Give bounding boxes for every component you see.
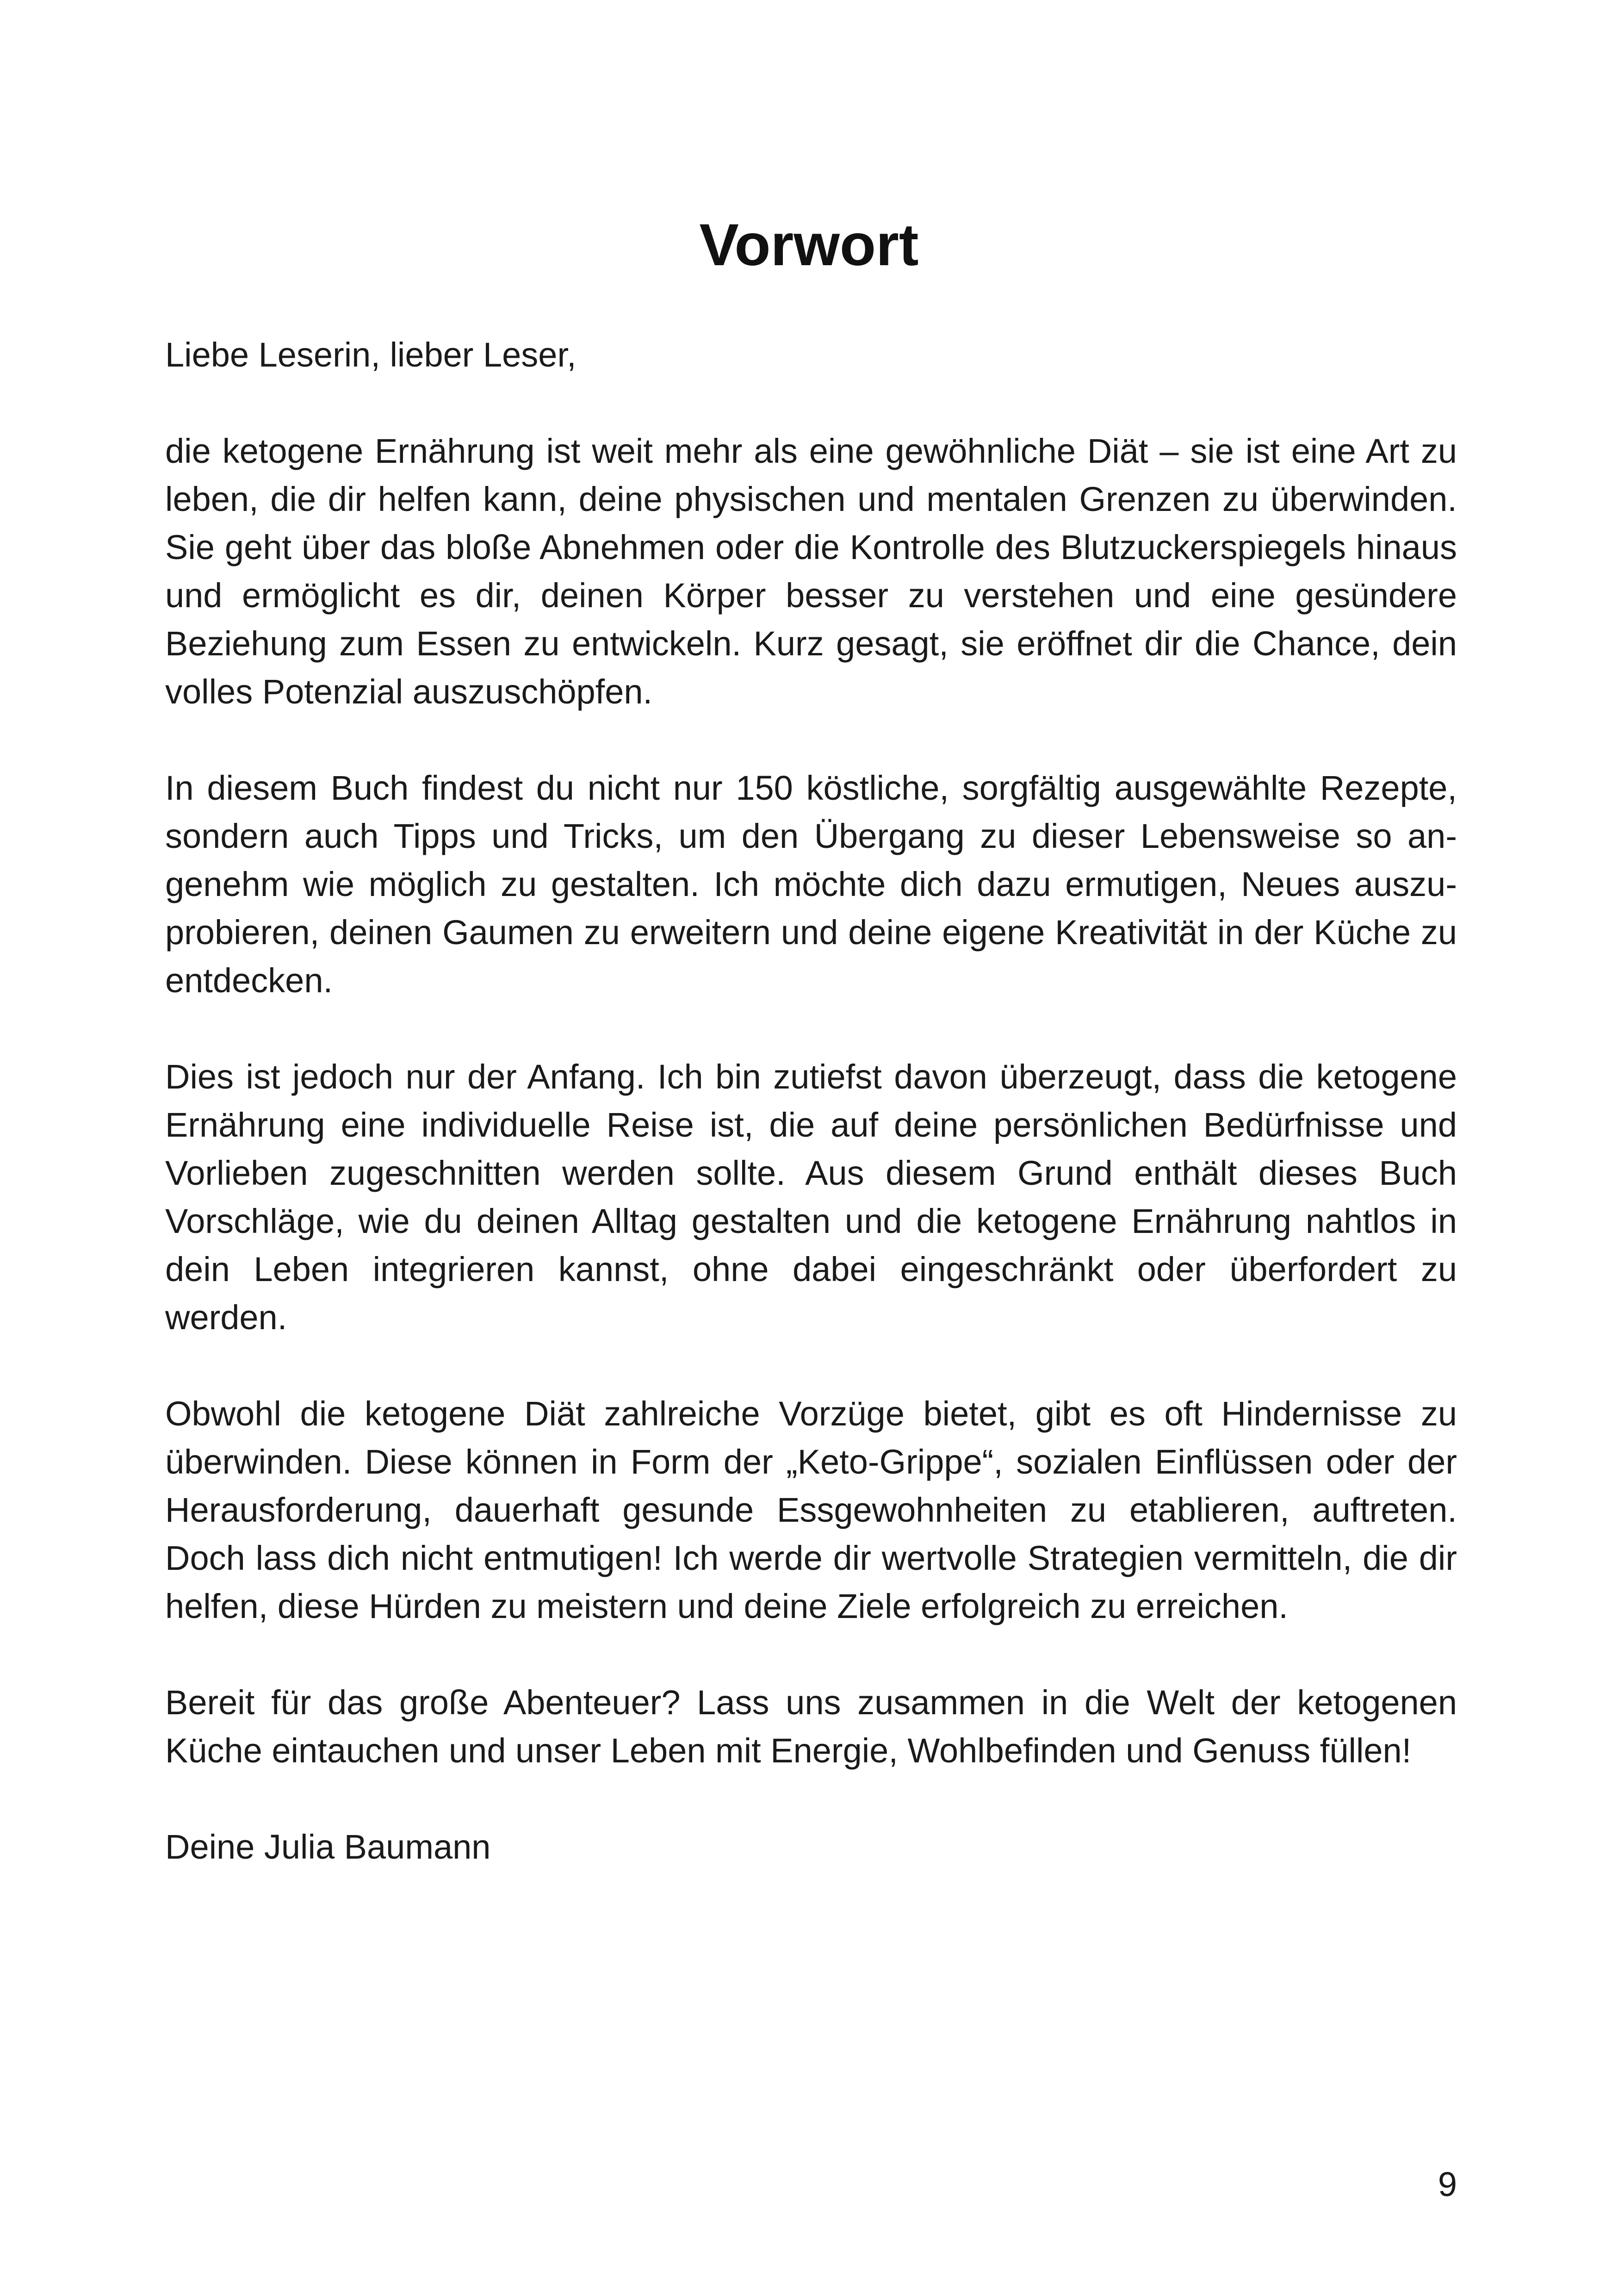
preface-body (165, 331, 1457, 1871)
paragraph-1: die ketogene Ernährung ist weit mehr als eine gewöhnliche Diät – sie ist eine Art zu leben, die dir helfen kann, deine physischen und mentalen Grenzen zu überwinden. Sie geht über das bloße Abnehmen oder die Kontrolle des Blutzuckerspiegels hinaus und ermöglicht es dir, deinen Körper besser zu verstehen und eine gesündere Beziehung zum Essen zu entwickeln. Kurz gesagt, sie eröffnet dir die Chance, dein volles Potenzial auszuschöpfen. (165, 432, 1457, 711)
signature: Deine Julia Baumann (165, 1828, 491, 1866)
page-title: Vorwort (699, 212, 919, 278)
salutation: Liebe Leserin, lieber Leser, (165, 336, 577, 374)
page-number: 9 (1438, 2165, 1457, 2203)
paragraph-2: In diesem Buch findest du nicht nur 150 köstliche, sorgfältig ausgewählte Rezepte, sondern auch Tipps und Tricks, um den Übergang zu dieser Lebensweise so angenehm wie möglich zu gestalten. Ich möchte dich dazu ermutigen, Neues auszuprobieren, deinen Gaumen zu erweitern und deine eigene Kreativität in der Küche zu entdecken. (165, 769, 1457, 1000)
paragraph-5: Bereit für das große Abenteuer? Lass uns zusammen in die Welt der ketogenen Küche eintauchen und unser Leben mit Energie, Wohlbefinden und Genuss füllen! (165, 1683, 1457, 1770)
paragraph-4: Obwohl die ketogene Diät zahlreiche Vorzüge bietet, gibt es oft Hindernisse zu überwinden. Diese können in Form der „Keto-Grippe“, sozialen Einflüssen oder der Herausforderung, dauerhaft gesunde Essgewohnheiten zu etablieren, auftreten. Doch lass dich nicht entmutigen! Ich werde dir wertvolle Strategien vermitteln, die dir helfen, diese Hürden zu meistern und deine Ziele erfolgreich zu erreichen. (165, 1394, 1457, 1625)
paragraph-3: Dies ist jedoch nur der Anfang. Ich bin zutiefst davon überzeugt, dass die ketogene Ernährung eine individuelle Reise ist, die auf deine persönlichen Bedürfnisse und Vorlieben zugeschnitten werden sollte. Aus diesem Grund enthält dieses Buch Vorschläge, wie du deinen Alltag gestalten und die ketogene Ernährung nahtlos in dein Leben integrieren kannst, ohne dabei eingeschränkt oder überfordert zu werden. (165, 1058, 1457, 1337)
